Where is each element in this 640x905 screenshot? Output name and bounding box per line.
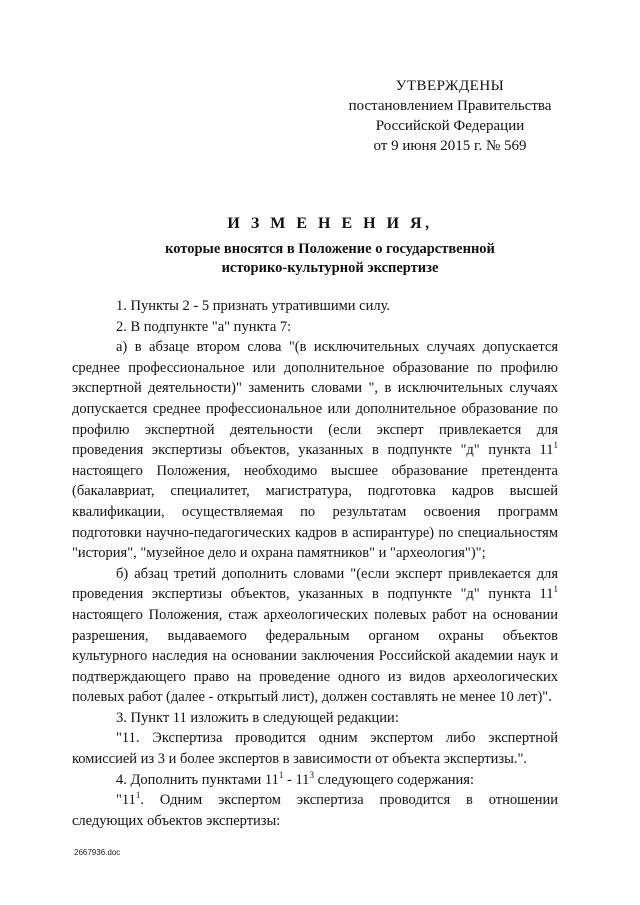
paragraph-3-part-b: настоящего Положения, необходимо высшее образование претендента (бакалавриат, специалитет, магистратура, подготовка кадров высшей квалификации, осуществляемая по результатам освоения программ подготовки научно-педагогических кадров в аспирантуре) по специальностям "история", "музейное дело и охрана памятников" и "археология")"; [72,462,558,562]
paragraph-3-part-a: а) в абзаце втором слова "(в исключительных случаях допускается среднее профессиональное или дополнительное образование по профилю экспертной деятельности)" заменить словами ", в исключительных случаях допускается среднее профессиональное или дополнительное образование по профилю экспертной деятельности (если эксперт привлекается для проведения экспертизы объектов, указанных в подпункте "д" пункта 11 [72,339,558,459]
paragraph-8-part-b: . Одним экспертом экспертиза проводится в отношении следующих объектов экспертизы: [72,792,558,829]
approval-line-3: от 9 июня 2015 г. № 569 [373,138,527,154]
paragraph-8-part-a: "11 [116,792,136,809]
paragraph-3 [72,337,558,564]
subheading-line-1: которые вносятся в Положение о государственной [165,241,495,257]
paragraph-7-part-c: следующего содержания: [313,771,475,788]
paragraph-7-superscript-1: 1 [278,769,284,780]
document-heading: И З М Е Н Е Н И Я, [227,215,433,232]
approval-line-2: Российской Федерации [375,118,525,134]
paragraph-8-superscript: 1 [135,790,141,801]
paragraph-4 [72,564,558,708]
paragraph-5: 3. Пункт 11 изложить в следующей редакции: [116,709,399,726]
approval-line-1: постановлением Правительства [348,98,552,114]
paragraph-4-part-b: настоящего Положения, стаж археологических полевых работ на основании разрешения, выдаваемого федеральным органом охраны объектов культурного наследия на основании заключения Российской академии наук и подтверждающего право на проведение одного из видов археологических полевых работ (далее - открытый лист), должен составлять не менее 10 лет)". [72,606,558,706]
approval-title: УТВЕРЖДЕНЫ [395,78,505,94]
paragraph-7 [72,770,558,791]
document-file-code: 2667936.doc [74,848,121,857]
paragraph-6: "11. Экспертиза проводится одним экспертом либо экспертной комиссией из 3 и более экспертов в зависимости от объекта экспертизы.". [72,730,558,768]
paragraph-2: 2. В подпункте "а" пункта 7: [116,318,292,335]
paragraph-1: 1. Пункты 2 - 5 признать утратившими силу. [116,298,390,314]
subheading-line-2: историко-культурной экспертизе [221,260,439,276]
paragraph-7-part-a: 4. Дополнить пунктами 11 [116,771,279,788]
approval-stamp [330,76,570,156]
paragraph-7-superscript-2: 3 [309,769,314,780]
document-subheading [90,240,570,278]
paragraph-7-part-b: - 11 [283,771,310,788]
paragraph-4-superscript: 1 [553,584,558,595]
document-body [72,296,558,831]
paragraph-3-superscript: 1 [553,440,558,451]
paragraph-8 [72,790,558,831]
paragraph-4-part-a: б) абзац третий дополнить словами "(если эксперт привлекается для проведения экспертизы объектов, указанных в подпункте "д" пункта 11 [72,565,558,603]
